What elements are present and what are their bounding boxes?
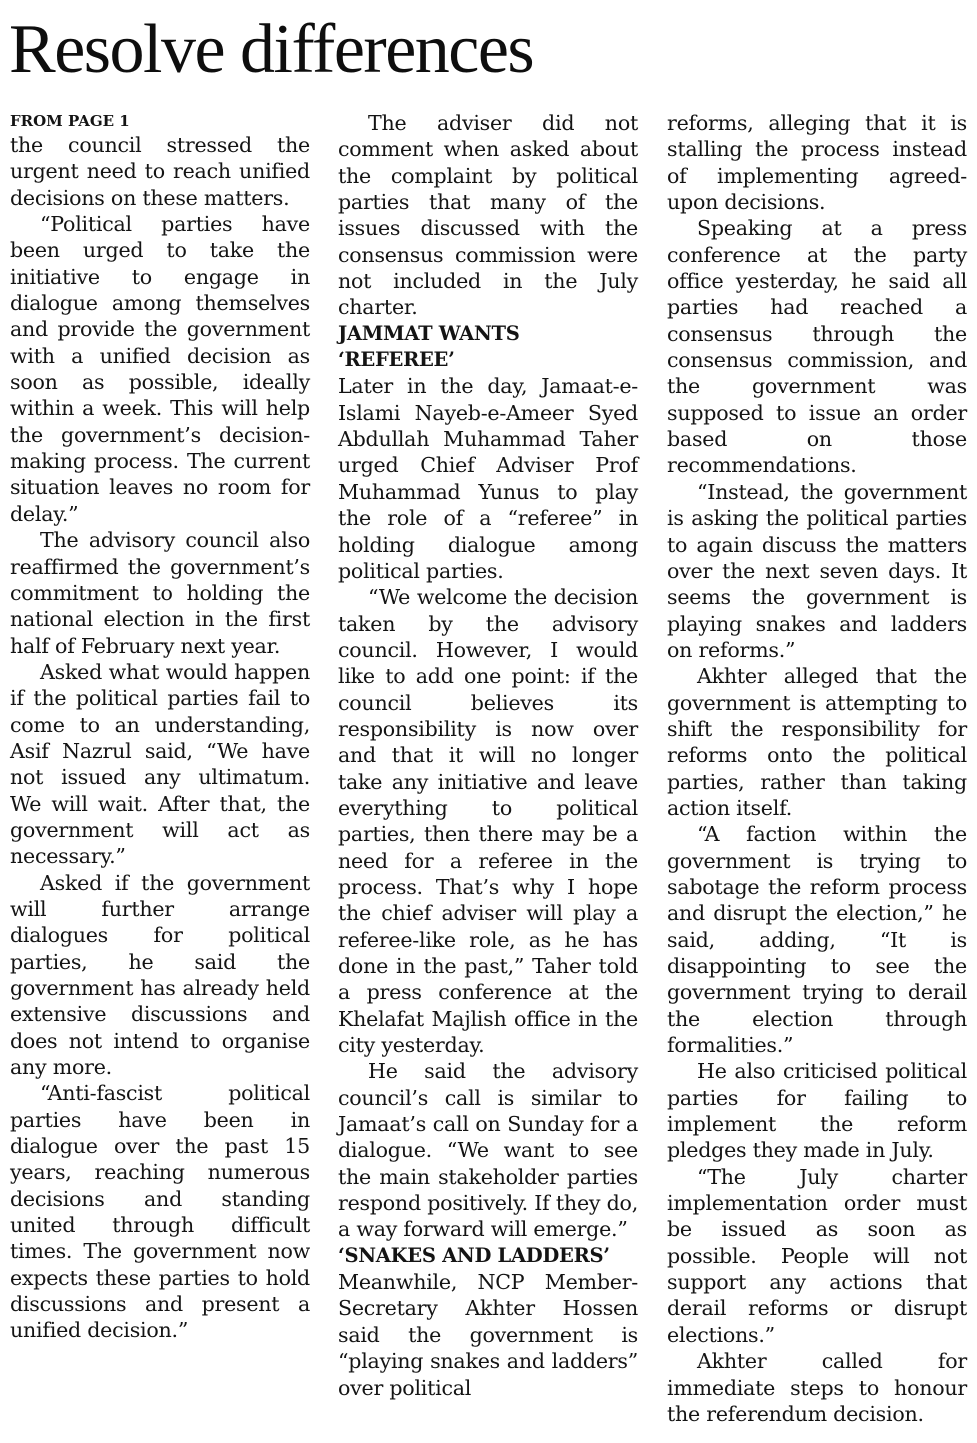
article-column-3 — [667, 110, 967, 1427]
paragraph: Meanwhile, NCP Member-Secretary Akhter Hossen said the government is “playing snakes and ladders” over political — [338, 1270, 638, 1400]
paragraph: Asked if the government will further arrange dialogues for political parties, he said the government has already held extensive discussions and does not intend to organise any more. — [10, 870, 310, 1080]
from-page-kicker: FROM PAGE 1 — [10, 112, 130, 130]
paragraph: Speaking at a press conference at the party office yesterday, he said all parties had reached a consensus through the consensus commission, and the government was supposed to issue an order based on those recommendations. — [667, 216, 967, 478]
paragraph: “Instead, the government is asking the political parties to again discuss the matters over the next seven days. It seems the government is playing snakes and ladders on reforms.” — [667, 479, 967, 662]
paragraph: Akhter alleged that the government is attempting to shift the responsibility for reforms onto the political parties, rather than taking action itself. — [667, 664, 967, 820]
paragraph: He said the advisory council’s call is similar to Jamaat’s call on Sunday for a dialogue. “We want to see the main stakeholder parties respond positively. If they do, a way forward will emerge.” — [338, 1059, 638, 1242]
paragraph: “We welcome the decision taken by the advisory council. However, I would like to add one point: if the council believes its responsibility is now over and that it will no longer take any initiative and leave everything to political parties, then there may be a need for a referee in the process. That’s why I hope the chief adviser will play a referee-like role, as he has done in the past,” Taher told a press conference at the Khelafat Majlish office in the city yesterday. — [338, 585, 638, 1058]
paragraph: Later in the day, Jamaat-e-Islami Nayeb-e-Ameer Syed Abdullah Muhammad Taher urged Chief Adviser Prof Muhammad Yunus to play the role of a “referee” in holding dialogue among political parties. — [338, 374, 638, 583]
article-column-1 — [10, 110, 310, 1344]
paragraph: The advisory council also reaffirmed the government’s commitment to holding the national election in the first half of February next year. — [10, 528, 310, 658]
paragraph: Asked what would happen if the political parties fail to come to an understanding, Asif Nazrul said, “We have not issued any ultimatum. We will wait. After that, the government will act as necessary.” — [10, 659, 310, 869]
headline: Resolve differences — [9, 11, 534, 88]
paragraph: “Anti-fascist political parties have been in dialogue over the past 15 years, reaching numerous decisions and standing united through difficult times. The government now expects these parties to hold discussions and present a unified decision.” — [10, 1081, 310, 1343]
subhead-jammat-referee: JAMMAT WANTS ‘REFEREE’ — [338, 321, 520, 372]
paragraph: He also criticised political parties for failing to implement the reform pledges they made in July. — [667, 1059, 967, 1163]
paragraph: The adviser did not comment when asked about the complaint by political parties that many of the issues discussed with the consensus commission were not included in the July charter. — [338, 111, 638, 320]
paragraph: “Political parties have been urged to take the initiative to engage in dialogue among themselves and provide the government with a unified decision as soon as possible, ideally within a week. This will help the government’s decision-making process. The current situation leaves no room for delay.” — [10, 212, 310, 526]
paragraph: reforms, alleging that it is stalling the process instead of implementing agreed-upon decisions. — [667, 111, 967, 215]
article-column-2 — [338, 110, 638, 1401]
paragraph: the council stressed the urgent need to reach unified decisions on these matters. — [10, 133, 310, 210]
paragraph: “A faction within the government is trying to sabotage the reform process and disrupt the election,” he said, adding, “It is disappointing to see the government trying to derail the election through formalities.” — [667, 822, 967, 1058]
paragraph: “The July charter implementation order must be issued as soon as possible. People will not support any actions that derail reforms or disrupt elections.” — [667, 1164, 967, 1347]
paragraph: Akhter called for immediate steps to honour the referendum decision. — [667, 1349, 967, 1426]
subhead-snakes-ladders: ‘SNAKES AND LADDERS’ — [338, 1243, 610, 1267]
